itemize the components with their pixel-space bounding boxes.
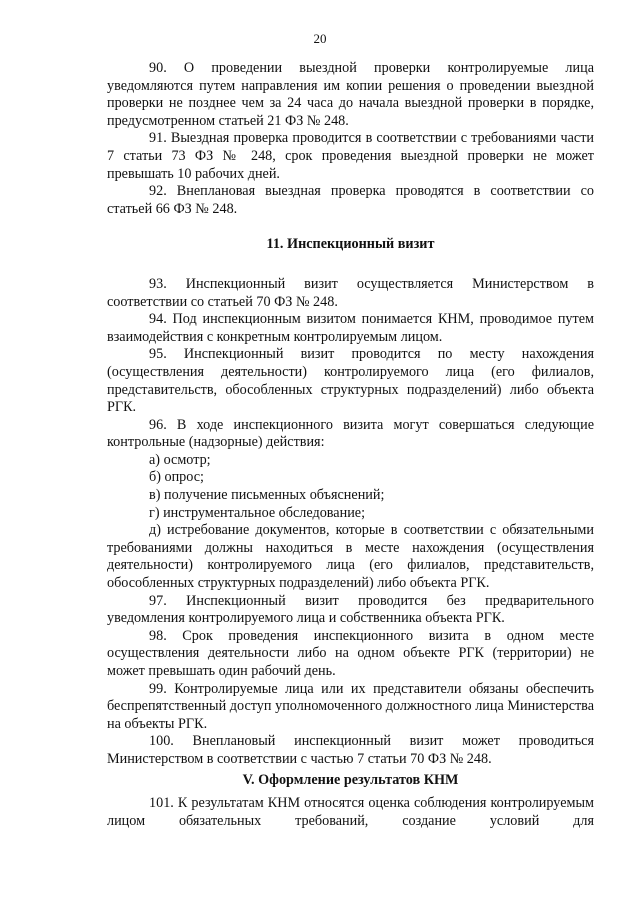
- paragraph-98: 98. Срок проведения инспекционного визита в одном месте осуществления деятельности либо на одном объекте РГК (территории) не может превышать один рабочий день.: [107, 627, 594, 679]
- paragraph-96: 96. В ходе инспекционного визита могут совершаться следующие контрольные (надзорные) действия:: [107, 416, 594, 451]
- paragraph-94: 94. Под инспекционным визитом понимается КНМ, проводимое путем взаимодействия с конкретным контролируемым лицом.: [107, 311, 594, 345]
- document-body: [107, 60, 594, 830]
- paragraph-95: 95. Инспекционный визит проводится по месту нахождения (осуществления деятельности) контролируемого лица (его филиалов, представительств, обособленных структурных подразделений) либо объекта РГК.: [107, 346, 594, 416]
- paragraph-92: 92. Внеплановая выездная проверка проводятся в соответствии со статьей 66 ФЗ № 248.: [107, 183, 594, 217]
- list-item-v: в) получение письменных объяснений;: [149, 487, 385, 504]
- list-item-a: а) осмотр;: [149, 451, 211, 468]
- paragraph-93: 93. Инспекционный визит осуществляется Министерством в соответствии со статьей 70 ФЗ № 248.: [107, 275, 594, 310]
- paragraph-101: 101. К результатам КНМ относятся оценка соблюдения контролируемым лицом обязательных требований, создание условий для: [107, 795, 594, 829]
- list-item-b: б) опрос;: [149, 469, 204, 486]
- list-item-g: г) инструментальное обследование;: [149, 504, 366, 521]
- section-11-heading: 11. Инспекционный визит: [266, 236, 435, 253]
- list-item-d: д) истребование документов, которые в соответствии с обязательными требованиями должны находиться в месте нахождения (осуществления деятельности) контролируемого лица (его филиалов, представительств, обособленных структурных подразделений) либо объекта РГК.: [107, 522, 594, 592]
- paragraph-97: 97. Инспекционный визит проводится без предварительного уведомления контролируемого лица и собственника объекта РГК.: [107, 592, 594, 627]
- paragraph-91: 91. Выездная проверка проводится в соответствии с требованиями части 7 статьи 73 ФЗ № 248, срок проведения выездной проверки не может превышать 10 рабочих дней.: [107, 130, 594, 182]
- paragraph-100: 100. Внеплановый инспекционный визит может проводиться Министерством в соответствии с частью 7 статьи 70 ФЗ № 248.: [107, 733, 594, 767]
- paragraph-90: 90. О проведении выездной проверки контролируемые лица уведомляются путем направления им копии решения о проведении выездной проверки не позднее чем за 24 часа до начала выездной проверки в порядке, предусмотренном статьей 21 ФЗ № 248.: [107, 60, 594, 129]
- section-V-heading: V. Оформление результатов КНМ: [242, 771, 459, 788]
- page-number: 20: [313, 31, 327, 46]
- paragraph-99: 99. Контролируемые лица или их представители обязаны обеспечить беспрепятственный доступ уполномоченного должностного лица Министерства на объекты РГК.: [107, 680, 594, 732]
